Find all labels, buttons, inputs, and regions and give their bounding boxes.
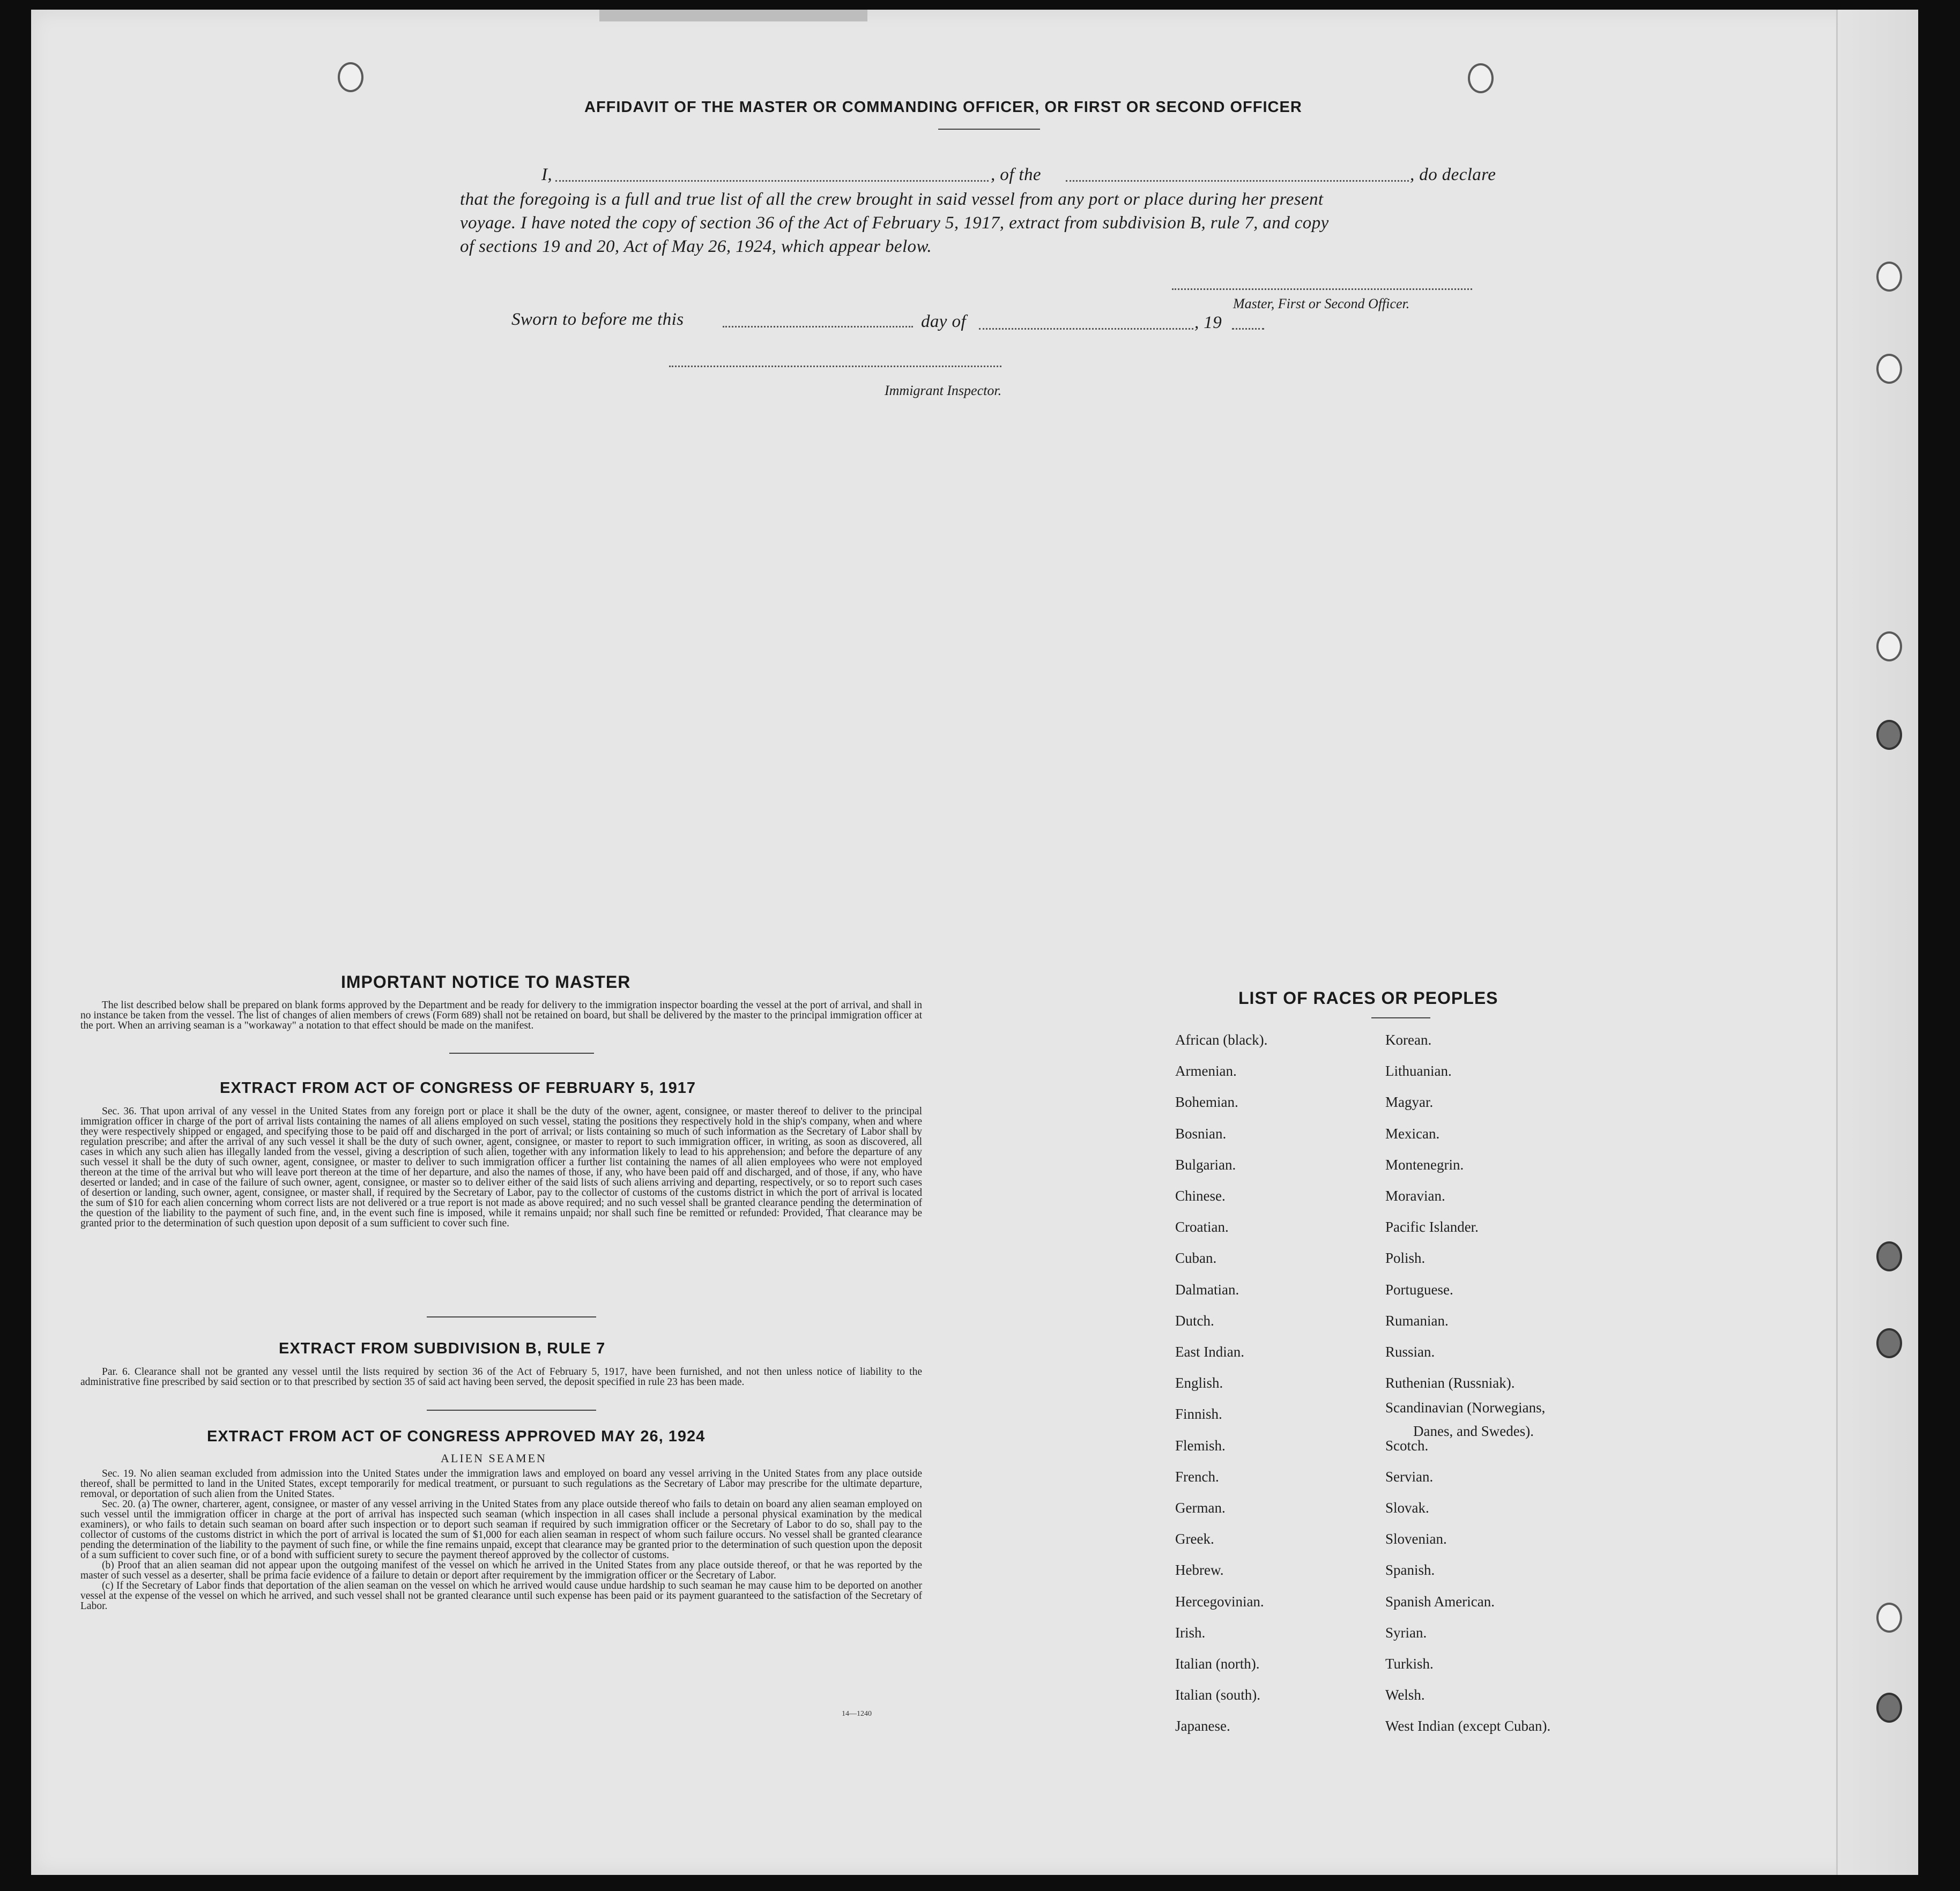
tape-strip [599, 10, 867, 21]
punch-hole-right-2 [1876, 354, 1902, 384]
extract-1924-text [80, 1469, 922, 1611]
punch-hole-right-3 [1876, 631, 1902, 661]
race-item: Slovenian. [1385, 1531, 1447, 1547]
race-item: Korean. [1385, 1032, 1432, 1048]
race-item: Syrian. [1385, 1624, 1427, 1641]
affidavit-title: AFFIDAVIT OF THE MASTER OR COMMANDING OFFICER, OR FIRST OR SECOND OFFICER [584, 99, 1302, 116]
race-item: Bulgarian. [1175, 1156, 1236, 1173]
race-item: Flemish. [1175, 1437, 1226, 1454]
punch-hole-right-5 [1876, 1241, 1902, 1271]
race-item: Italian (north). [1175, 1656, 1260, 1672]
race-item: Greek. [1175, 1531, 1214, 1547]
race-item: English. [1175, 1375, 1223, 1391]
race-item: Turkish. [1385, 1656, 1434, 1672]
affidavit-name-line [555, 180, 989, 182]
sworn-year-line [1232, 328, 1264, 330]
inspector-signature-line [669, 366, 1001, 367]
race-item: Lithuanian. [1385, 1063, 1452, 1079]
punch-hole-right-1 [1876, 262, 1902, 292]
race-item: Scotch. [1385, 1437, 1429, 1454]
extract-1924-title: EXTRACT FROM ACT OF CONGRESS APPROVED MAY 26, 1924 [207, 1428, 706, 1445]
notice-paragraph: The list described below shall be prepared on blank forms approved by the Department and be ready for delivery to the immigration inspector boarding the vessel at the port of arrival, and shall in no instance be taken from the vessel. The list of changes of alien members of crews (Form 689) shall not be retained on board, but shall be delivered by the master to the principal immigration officer at the port. When an arriving seaman is a "workaway" a notation to that effect should be made on the manifest. [80, 1000, 922, 1031]
affidavit-do-declare: , do declare [1410, 165, 1496, 184]
punch-hole-top-center [1468, 63, 1494, 93]
race-item: Welsh. [1385, 1687, 1425, 1703]
extract-1917-text [80, 1106, 922, 1229]
sworn-month-line [979, 328, 1193, 330]
race-item: Polish. [1385, 1250, 1426, 1267]
race-item: Moravian. [1385, 1188, 1445, 1204]
signature-label: Master, First or Second Officer. [1233, 296, 1410, 311]
extract-1917-rule [427, 1316, 596, 1317]
race-item: Croatian. [1175, 1219, 1229, 1235]
race-item: Magyar. [1385, 1094, 1434, 1111]
punch-hole-right-6 [1876, 1328, 1902, 1358]
race-item: French. [1175, 1468, 1219, 1485]
race-item: Spanish American. [1385, 1593, 1495, 1610]
race-item: Bohemian. [1175, 1094, 1238, 1111]
extract-rule7-title: EXTRACT FROM SUBDIVISION B, RULE 7 [279, 1340, 606, 1357]
sworn-day-of: day of [921, 312, 966, 331]
punch-hole-right-4 [1876, 720, 1902, 750]
race-item: Irish. [1175, 1624, 1206, 1641]
sworn-year-prefix: , 19 [1194, 313, 1222, 332]
race-item: Russian. [1385, 1344, 1435, 1360]
signature-line [1172, 288, 1472, 290]
affidavit-line-4: of sections 19 and 20, Act of May 26, 1924, which appear below. [460, 237, 932, 256]
race-item: Cuban. [1175, 1250, 1217, 1267]
form-number: 14—1240 [842, 1710, 872, 1718]
race-item: Scandinavian (Norwegians, [1385, 1399, 1546, 1416]
race-item: Armenian. [1175, 1063, 1237, 1079]
extract-rule7-paragraph: Par. 6. Clearance shall not be granted any vessel until the lists required by section 36 of the Act of February 5, 1917, have been furnished, and not then unless notice of liability to the administrative fine prescribed by said section or to that prescribed by section 35 of said act having been served, the deposit specified in rule 23 has been made. [80, 1366, 922, 1388]
extract-1917-paragraph: Sec. 36. That upon arrival of any vessel in the United States from any foreign port or place it shall be the duty of the owner, agent, consignee, or master thereof to deliver to the principal immigration officer in charge of the port of arrival lists containing the names of all aliens employed on such vessel, stating the positions they respectively hold in the ship's company, when and where they were respectively shipped or engaged, and specifying those to be paid off and discharged in the port of arrival; or lists containing so much of such information as the Secretary of Labor shall by regulation prescribe; and after the arrival of any such vessel it shall be the duty of such owner, agent, consignee, or master to report to such immigration officer, in writing, as soon as discovered, all cases in which any such alien has illegally landed from the vessel, giving a description of such alien, together with any information likely to lead to his apprehension; and before the departure of any such vessel it shall be the duty of such owner, agent, consignee, or master to deliver to such immigration officer a further list containing the names of all alien employees who were not employed thereon at the time of the arrival but who will leave port thereon at the time of her departure, and also the names of those, if any, who have been paid off and discharged, and of those, if any, who have deserted or landed; and in case of the failure of such owner, agent, consignee, or master so to deliver either of the said lists of such aliens arriving and departing, respectively, or so to report such cases of desertion or landing, such owner, agent, consignee, or master shall, if required by the Secretary of Labor, pay to the collector of customs of the customs district in which the port of arrival is located the sum of $10 for each alien concerning whom correct lists are not delivered or a true report is not made as above required; and no such vessel shall be granted clearance pending the determination of the question of the liability to the payment of such fine, and, in the event such fine is imposed, while it remains unpaid; nor shall such fine be remitted or refunded: Provided, That clearance may be granted prior to the determination of such question upon deposit of a sum sufficient to cover such fine. [80, 1106, 922, 1229]
race-item: Montenegrin. [1385, 1156, 1464, 1173]
page-edge-strip [1836, 10, 1918, 1875]
affidavit-of-the: , of the [991, 165, 1041, 184]
extract-1924-paragraph-4: (c) If the Secretary of Labor finds that deportation of the alien seaman on the vessel on which he arrived would cause undue hardship to such seaman he may cause him to be deported on another vessel at the expense of the vessel on which he arrived, and such vessel shall not be granted clearance until such expense has been paid or its payment guaranteed to the satisfaction of the Secretary of Labor. [80, 1580, 922, 1612]
extract-rule7-text [80, 1367, 922, 1387]
race-item: Servian. [1385, 1468, 1434, 1485]
race-item: Hebrew. [1175, 1562, 1224, 1579]
race-item: African (black). [1175, 1032, 1268, 1048]
extract-1924-paragraph-1: Sec. 19. No alien seaman excluded from admission into the United States under the immigration laws and employed on board any vessel arriving in the United States from any place outside thereof, shall be permitted to land in the United States, except temporarily for medical treatment, or pursuant to such regulations as the Secretary of Labor may prescribe for the ultimate departure, removal, or deportation of such alien from the United States. [80, 1468, 922, 1500]
affidavit-line-2: that the foregoing is a full and true list of all the crew brought in said vessel from any port or place during her present [460, 190, 1324, 209]
race-scandinavian-continuation: Danes, and Swedes). [1413, 1423, 1534, 1439]
affidavit-title-rule [938, 129, 1040, 130]
punch-hole-right-8 [1876, 1693, 1902, 1723]
race-item: Italian (south). [1175, 1687, 1260, 1703]
race-item: West Indian (except Cuban). [1385, 1718, 1551, 1734]
inspector-label: Immigrant Inspector. [885, 383, 1002, 398]
races-title-rule [1371, 1017, 1430, 1018]
race-item: Portuguese. [1385, 1281, 1453, 1298]
sworn-text: Sworn to before me this [511, 310, 684, 329]
extract-1924-subtitle: ALIEN SEAMEN [441, 1451, 547, 1465]
race-item: Pacific Islander. [1385, 1219, 1479, 1235]
extract-rule7-rule [427, 1410, 596, 1411]
sworn-day-line [723, 326, 913, 327]
extract-1917-title: EXTRACT FROM ACT OF CONGRESS OF FEBRUARY 5, 1917 [220, 1079, 696, 1097]
punch-hole-right-7 [1876, 1603, 1902, 1633]
extract-1924-paragraph-3: (b) Proof that an alien seaman did not appear upon the outgoing manifest of the vessel on which he arrived in the United States from any place outside thereof, or that he was reported by the master of such vessel as a deserter, shall be prima facie evidence of a failure to detain or deport after requirement by the immigration officer or the Secretary of Labor. [80, 1560, 922, 1581]
race-item: East Indian. [1175, 1344, 1244, 1360]
race-item: Ruthenian (Russniak). [1385, 1375, 1515, 1391]
affidavit-line-3: voyage. I have noted the copy of section 36 of the Act of February 5, 1917, extract from subdivision B, rule 7, and copy [460, 213, 1329, 233]
notice-rule [449, 1053, 594, 1054]
race-item: German. [1175, 1500, 1226, 1516]
race-item: Hercegovinian. [1175, 1593, 1264, 1610]
document-sheet [31, 10, 1918, 1875]
affidavit-i: I, [541, 165, 553, 184]
race-item: Bosnian. [1175, 1125, 1227, 1142]
notice-text [80, 1000, 922, 1031]
races-title: LIST OF RACES OR PEOPLES [1238, 988, 1498, 1008]
race-item: Dutch. [1175, 1312, 1214, 1329]
race-item: Finnish. [1175, 1406, 1222, 1423]
race-item: Japanese. [1175, 1718, 1230, 1734]
race-item: Slovak. [1385, 1500, 1429, 1516]
punch-hole-top-left [338, 62, 363, 92]
notice-title: IMPORTANT NOTICE TO MASTER [341, 972, 631, 992]
race-item: Rumanian. [1385, 1312, 1449, 1329]
race-item: Mexican. [1385, 1125, 1440, 1142]
extract-1924-paragraph-2: Sec. 20. (a) The owner, charterer, agent, consignee, or master of any vessel arriving in the United States from any place outside thereof who fails to detain on board any alien seaman employed on such vessel until the immigration officer in charge at the port of arrival has inspected such seaman (which inspection in all cases shall include a personal physical examination by the medical examiners), or who fails to detain such seaman on board after such inspection or to deport such seaman if required by such immigration officer or the Secretary of Labor to do so, shall pay to the collector of customs of the customs district in which the port of arrival is located the sum of $1,000 for each alien seaman in respect of whom such failure occurs. No vessel shall be granted clearance pending the determination of the liability to the payment of such fine, or while the fine remains unpaid, except that clearance may be granted prior to the determination of such question upon the deposit of a sum sufficient to cover such fine, or of a bond with sufficient surety to secure the payment thereof approved by the collector of customs. [80, 1499, 922, 1561]
affidavit-vessel-line [1066, 180, 1409, 182]
race-item: Chinese. [1175, 1188, 1226, 1204]
race-item: Dalmatian. [1175, 1281, 1239, 1298]
race-item: Spanish. [1385, 1562, 1435, 1579]
